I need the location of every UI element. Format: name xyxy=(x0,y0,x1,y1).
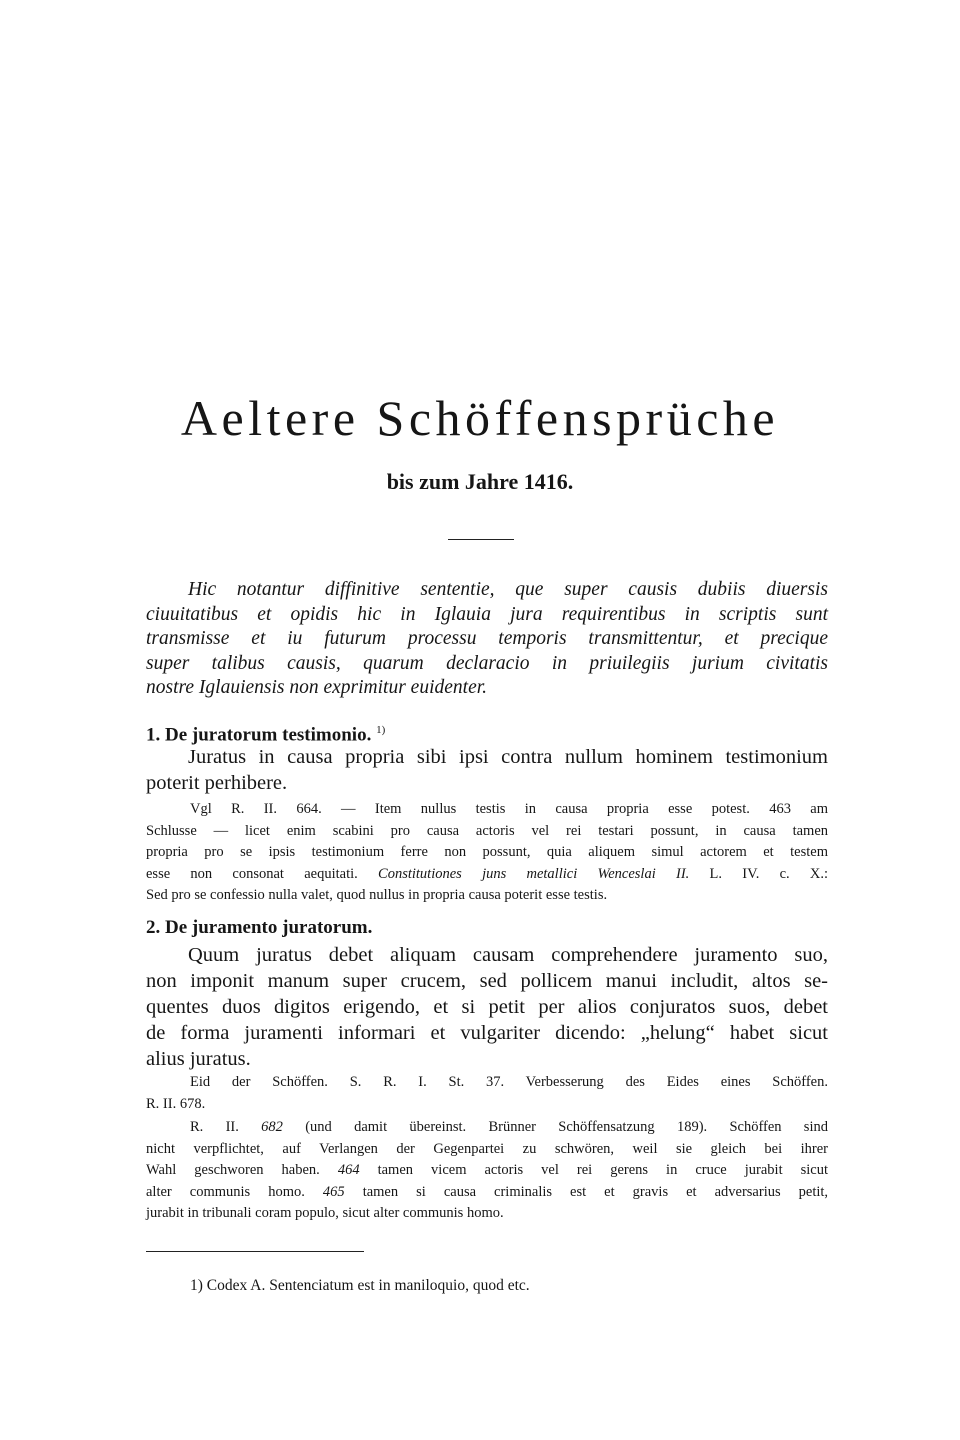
body-line: quentes duos digitos erigendo, et si petit per alios conjuratos suos, debet xyxy=(146,996,828,1018)
note-ref: 464 xyxy=(337,1162,360,1178)
note-line: R. II. 678. xyxy=(146,1095,206,1112)
note-text: Wahl geschworen haben. xyxy=(146,1162,320,1178)
section-2-heading xyxy=(146,916,372,940)
note-line: Schlusse — licet enim scabini pro causa actoris vel rei testari possunt, in causa tamen xyxy=(146,822,828,839)
footnote-divider xyxy=(146,1251,364,1252)
body-line: alius juratus. xyxy=(146,1048,251,1070)
note-line: Vgl R. II. 664. — Item nullus testis in causa propria esse potest. 463 am xyxy=(190,801,828,817)
body-line: non imponit manum super crucem, sed pollicem manui includit, altos se- xyxy=(146,970,828,992)
section-1-heading-text: 1. De juratorum testimonio. xyxy=(146,724,372,746)
note-line xyxy=(146,1117,828,1139)
section-1-text xyxy=(146,744,828,796)
note-text: tamen vicem actoris vel rei gerens in cruce jurabit sicut xyxy=(377,1162,829,1178)
section-2-text xyxy=(146,942,828,1072)
intro-line: transmisse et iu futurum processu temporis transmittentur, et precique xyxy=(146,628,828,649)
note-text: alter communis homo. xyxy=(146,1183,305,1200)
note-line: nicht verpflichtet, auf Verlangen der Gegenpartei zu schwören, weil sie gleich bei ihrer xyxy=(146,1140,828,1157)
body-line: Quum juratus debet aliquam causam comprehendere juramento suo, xyxy=(188,944,828,966)
note-text: tamen si causa criminalis est et gravis et adversarius petit, xyxy=(362,1183,829,1200)
note-text: L. IV. c. X.: xyxy=(709,865,829,882)
intro-paragraph xyxy=(146,578,828,701)
note-line: jurabit in tribunali coram populo, sicut alter communis homo. xyxy=(146,1205,504,1221)
note-text: R. II. xyxy=(190,1119,239,1135)
intro-line: super talibus causis, quarum declaracio in priuilegiis jurium civitatis xyxy=(146,652,828,674)
section-1-heading xyxy=(146,718,385,747)
body-line: Juratus in causa propria sibi ipsi contra nullum hominem testimonium xyxy=(188,746,828,768)
section-2-note-a xyxy=(146,1072,828,1115)
note-citation: Constitutiones juns metallici Wenceslai II. xyxy=(378,865,690,882)
note-line xyxy=(146,1182,828,1204)
footnote-marker: 1) xyxy=(376,724,386,736)
note-ref: 682 xyxy=(261,1119,283,1135)
body-line: poterit perhibere. xyxy=(146,772,288,794)
body-line: de forma juramenti informari et vulgariter dicendo: „helung“ habet sicut xyxy=(146,1022,828,1044)
note-line: Eid der Schöffen. S. R. I. St. 37. Verbesserung des Eides eines Schöffen. xyxy=(190,1074,828,1090)
note-line: Sed pro se confessio nulla valet, quod nullus in propria causa poterit esse testis. xyxy=(146,887,608,903)
intro-line: ciuuitatibus et opidis hic in Iglauia jura requirentibus in scriptis sunt xyxy=(146,603,828,625)
note-line xyxy=(146,1160,828,1182)
section-2-heading-text: 2. De juramento juratorum. xyxy=(146,917,373,938)
intro-line: nostre Iglauiensis non exprimitur euidenter. xyxy=(146,677,488,698)
note-line: propria pro se ipsis testimonium ferre non possunt, quia aliquem simul actorem et testem xyxy=(146,844,828,860)
note-line xyxy=(146,864,828,886)
note-text: (und damit übereinst. Brünner Schöffensatzung 189). Schöffen sind xyxy=(305,1119,828,1135)
intro-line: Hic notantur diffinitive sententie, que super causis dubiis diuersis xyxy=(188,579,828,600)
page-title: Aeltere Schöffensprüche xyxy=(180,390,780,446)
section-2-note-b xyxy=(146,1117,828,1225)
note-ref: 465 xyxy=(322,1183,345,1200)
section-1-note xyxy=(146,799,828,907)
note-text: esse non consonat aequitati. xyxy=(146,865,358,882)
footnote: 1) Codex A. Sentenciatum est in maniloquio, quod etc. xyxy=(190,1277,530,1294)
title-divider xyxy=(448,539,514,540)
page-subtitle: bis zum Jahre 1416. xyxy=(386,469,574,494)
